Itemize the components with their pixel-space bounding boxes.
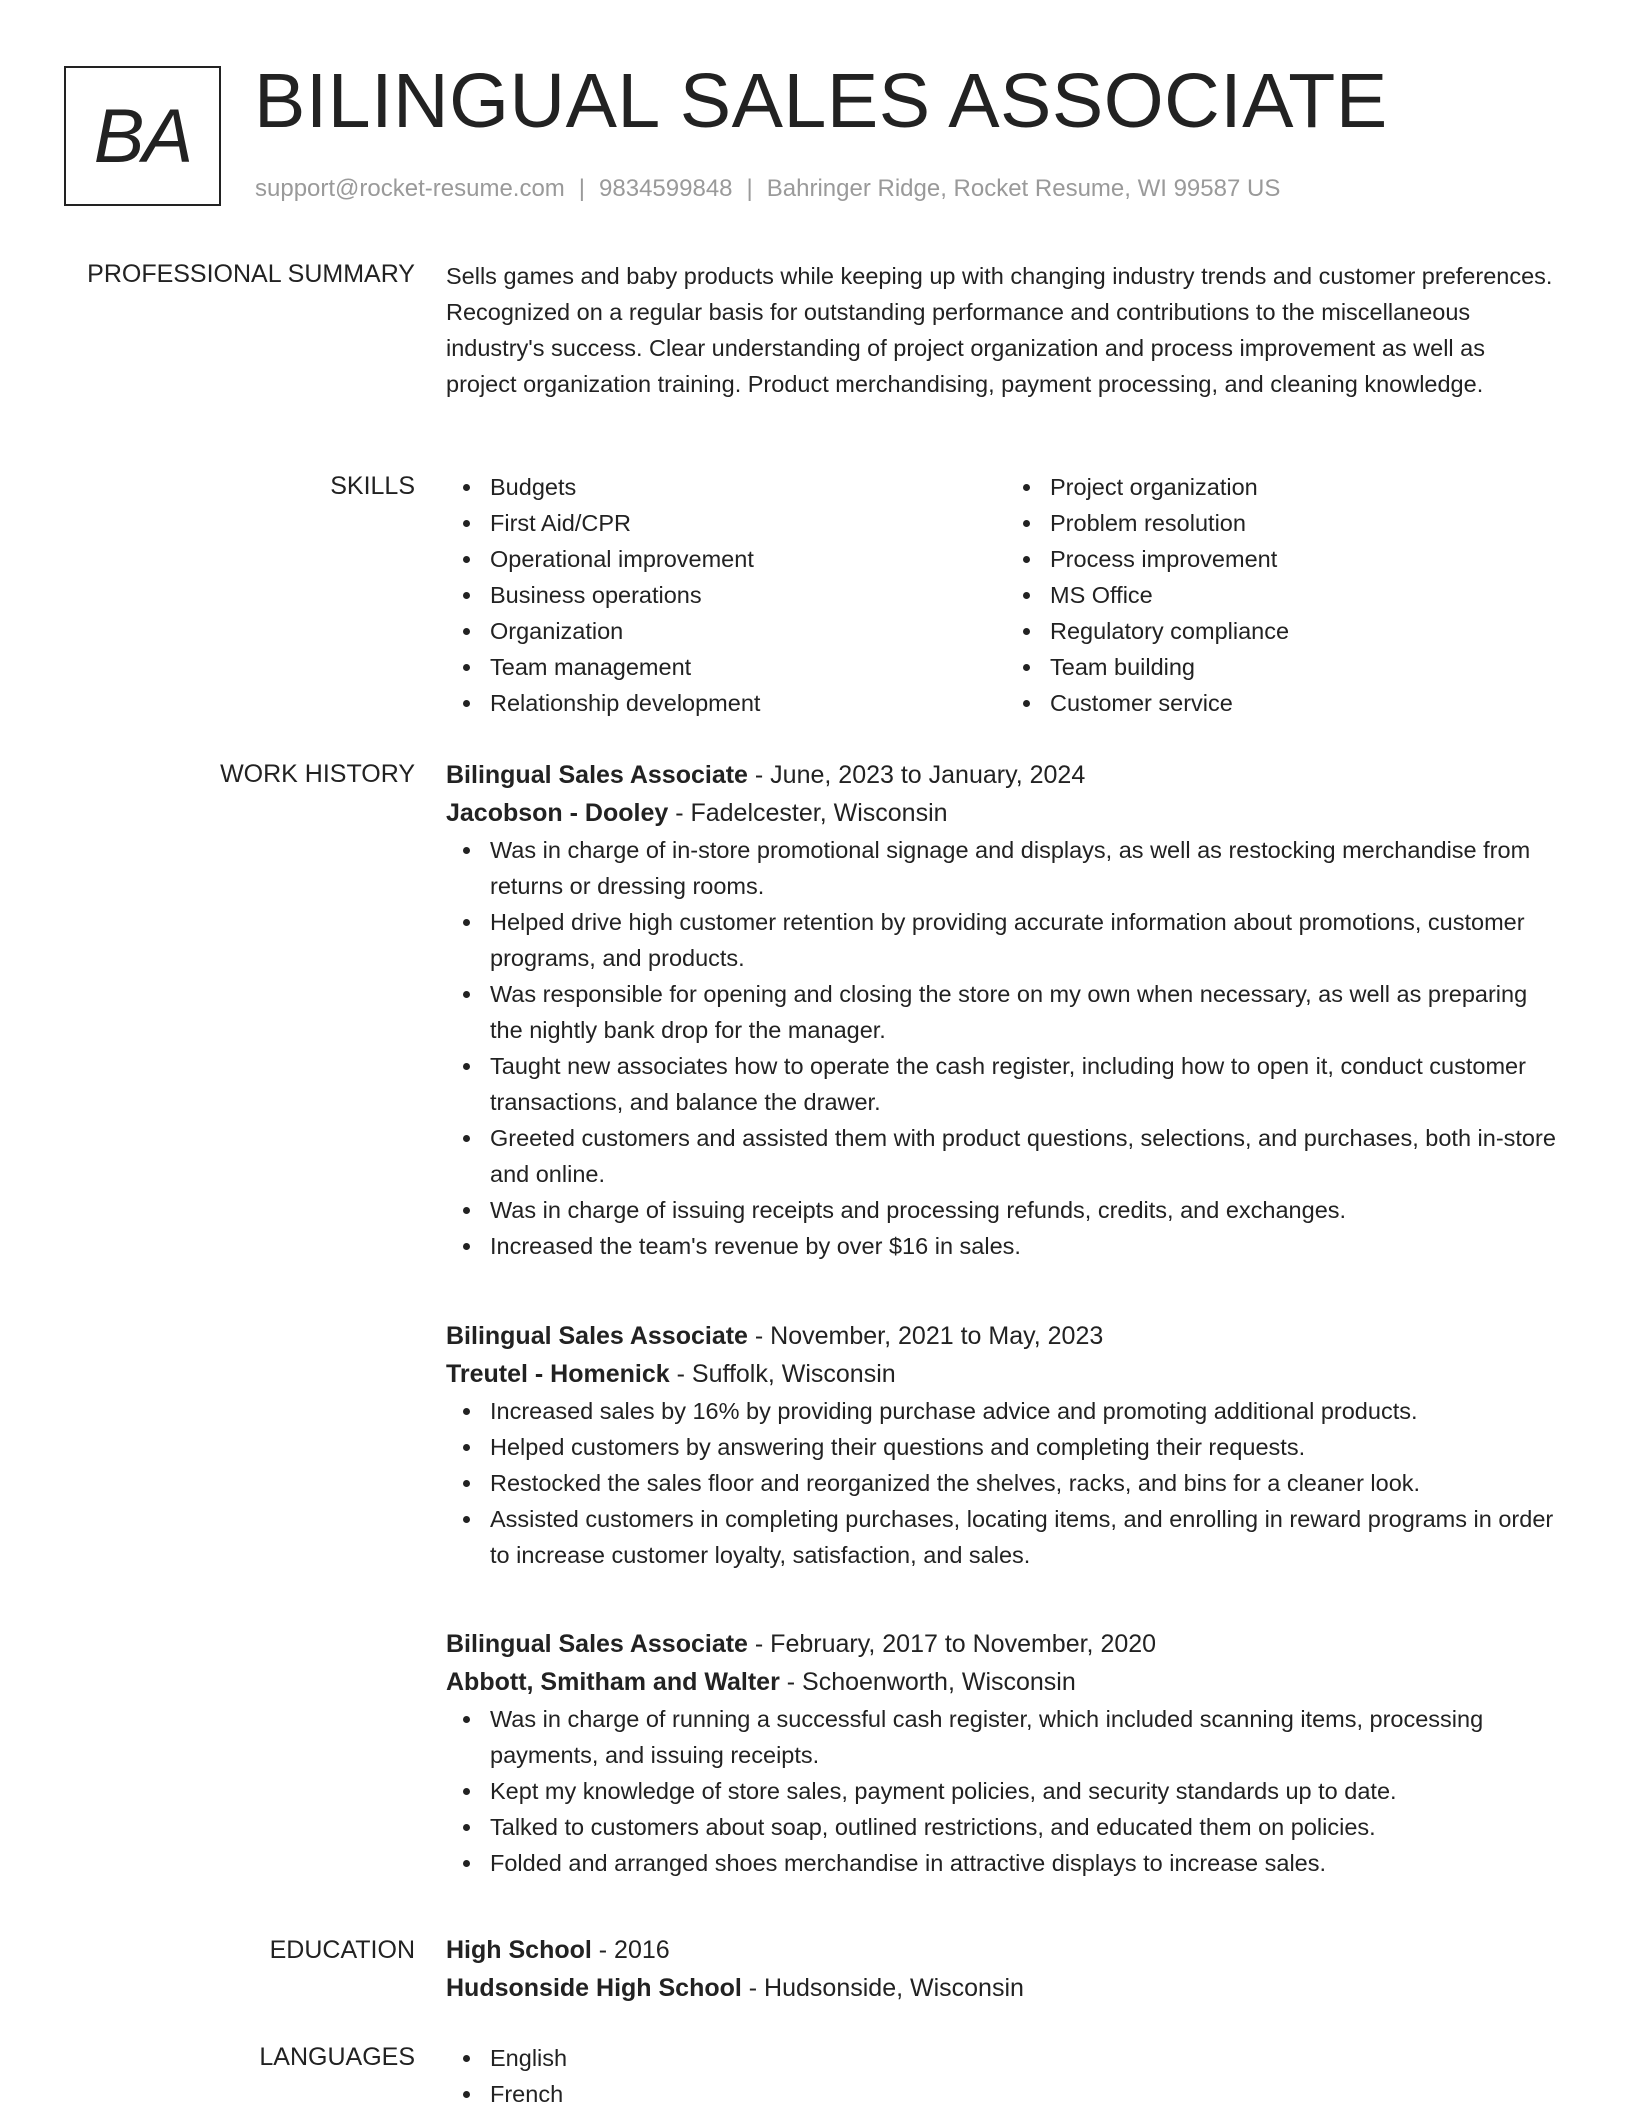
contact-phone: 9834599848	[599, 175, 733, 202]
education-label: EDUCATION	[269, 1936, 415, 1964]
skill-item: Relationship development	[490, 685, 1006, 721]
job-bullet: Increased sales by 16% by providing purchase advice and promoting additional products.	[490, 1393, 1566, 1429]
language-item: English	[490, 2040, 1566, 2076]
education-school-line	[446, 1969, 1566, 2007]
job-bullet: Helped drive high customer retention by providing accurate information about promotions, customer programs, and products.	[490, 904, 1566, 976]
skills-list-right	[1006, 469, 1566, 721]
job-location: - Fadelcester, Wisconsin	[668, 799, 948, 827]
job-company: Abbott, Smitham and Walter	[446, 1668, 780, 1696]
job-entry	[446, 756, 1566, 1264]
languages-section	[446, 2040, 1566, 2112]
education-school: Hudsonside High School	[446, 1974, 742, 2002]
summary-text: Sells games and baby products while keeping up with changing industry trends and customer preferences. Recognized on a regular basis for outstanding performance and contributions to the miscellaneous industry's success. Clear understanding of project organization and process improvement as well as project organization training. Product merchandising, payment processing, and cleaning knowledge.	[446, 263, 1553, 397]
job-bullet: Assisted customers in completing purchases, locating items, and enrolling in reward programs in order to increase customer loyalty, satisfaction, and sales.	[490, 1501, 1566, 1573]
job-bullet: Was in charge of issuing receipts and processing refunds, credits, and exchanges.	[490, 1192, 1566, 1228]
job-location: - Schoenworth, Wisconsin	[779, 1668, 1076, 1696]
skill-item: Organization	[490, 613, 1006, 649]
skill-item: MS Office	[1050, 577, 1566, 613]
summary-label: PROFESSIONAL SUMMARY	[87, 260, 415, 288]
contact-separator: |	[746, 175, 753, 202]
education-entry	[446, 1931, 1566, 2007]
job-location: - Suffolk, Wisconsin	[669, 1360, 896, 1388]
monogram: BA	[64, 66, 221, 206]
job-entry	[446, 1625, 1566, 1881]
job-title-line	[446, 756, 1566, 794]
skill-item: Process improvement	[1050, 541, 1566, 577]
skill-item: Budgets	[490, 469, 1006, 505]
job-bullets	[446, 832, 1566, 1264]
job-bullet: Was in charge of running a successful cash register, which included scanning items, processing payments, and issuing receipts.	[490, 1701, 1566, 1773]
job-title: Bilingual Sales Associate	[446, 1630, 748, 1658]
skill-item: Problem resolution	[1050, 505, 1566, 541]
contact-address: Bahringer Ridge, Rocket Resume, WI 99587 US	[766, 175, 1281, 202]
education-degree-line	[446, 1931, 1566, 1969]
job-title-line	[446, 1317, 1566, 1355]
job-bullet: Talked to customers about soap, outlined restrictions, and educated them on policies.	[490, 1809, 1566, 1845]
job-bullet: Taught new associates how to operate the cash register, including how to open it, conduct customer transactions, and balance the drawer.	[490, 1048, 1566, 1120]
job-bullet: Kept my knowledge of store sales, payment policies, and security standards up to date.	[490, 1773, 1566, 1809]
skill-item: First Aid/CPR	[490, 505, 1006, 541]
education-degree: High School	[446, 1936, 592, 1964]
job-bullet: Helped customers by answering their questions and completing their requests.	[490, 1429, 1566, 1465]
job-bullets	[446, 1701, 1566, 1881]
education-location: - Hudsonside, Wisconsin	[741, 1974, 1024, 2002]
skill-item: Customer service	[1050, 685, 1566, 721]
page-title: BILINGUAL SALES ASSOCIATE	[254, 58, 1388, 144]
skill-item: Regulatory compliance	[1050, 613, 1566, 649]
job-dates: - February, 2017 to November, 2020	[747, 1630, 1157, 1658]
job-bullet: Was responsible for opening and closing the store on my own when necessary, as well as preparing the nightly bank drop for the manager.	[490, 976, 1566, 1048]
job-bullet: Increased the team's revenue by over $16 in sales.	[490, 1228, 1566, 1264]
job-bullets	[446, 1393, 1566, 1573]
job-bullet: Folded and arranged shoes merchandise in attractive displays to increase sales.	[490, 1845, 1566, 1881]
job-dates: - June, 2023 to January, 2024	[747, 761, 1086, 789]
job-dates: - November, 2021 to May, 2023	[747, 1322, 1104, 1350]
job-company-line	[446, 794, 1566, 832]
job-title-line	[446, 1625, 1566, 1663]
work-history-label: WORK HISTORY	[220, 760, 415, 788]
job-title: Bilingual Sales Associate	[446, 1322, 748, 1350]
skill-item: Business operations	[490, 577, 1006, 613]
job-bullet: Was in charge of in-store promotional signage and displays, as well as restocking merchandise from returns or dressing rooms.	[490, 832, 1566, 904]
job-company-line	[446, 1663, 1566, 1701]
job-bullet: Restocked the sales floor and reorganized the shelves, racks, and bins for a cleaner look.	[490, 1465, 1566, 1501]
skills-section	[446, 469, 1566, 721]
job-company: Treutel - Homenick	[446, 1360, 670, 1388]
contact-line	[255, 174, 1280, 204]
job-company-line	[446, 1355, 1566, 1393]
contact-separator: |	[578, 175, 586, 202]
skills-grid	[446, 469, 1566, 721]
education-year: - 2016	[591, 1936, 670, 1964]
skill-item: Project organization	[1050, 469, 1566, 505]
skill-item: Operational improvement	[490, 541, 1006, 577]
job-company: Jacobson - Dooley	[446, 799, 669, 827]
skills-label: SKILLS	[330, 472, 415, 500]
languages-list	[446, 2040, 1566, 2112]
language-item: French	[490, 2076, 1566, 2112]
languages-label: LANGUAGES	[259, 2043, 415, 2071]
job-title: Bilingual Sales Associate	[446, 761, 748, 789]
contact-email: support@rocket-resume.com	[255, 175, 565, 202]
skills-list-left	[446, 469, 1006, 721]
job-bullet: Greeted customers and assisted them with product questions, selections, and purchases, both in-store and online.	[490, 1120, 1566, 1192]
skill-item: Team building	[1050, 649, 1566, 685]
job-entry	[446, 1317, 1566, 1573]
skill-item: Team management	[490, 649, 1006, 685]
